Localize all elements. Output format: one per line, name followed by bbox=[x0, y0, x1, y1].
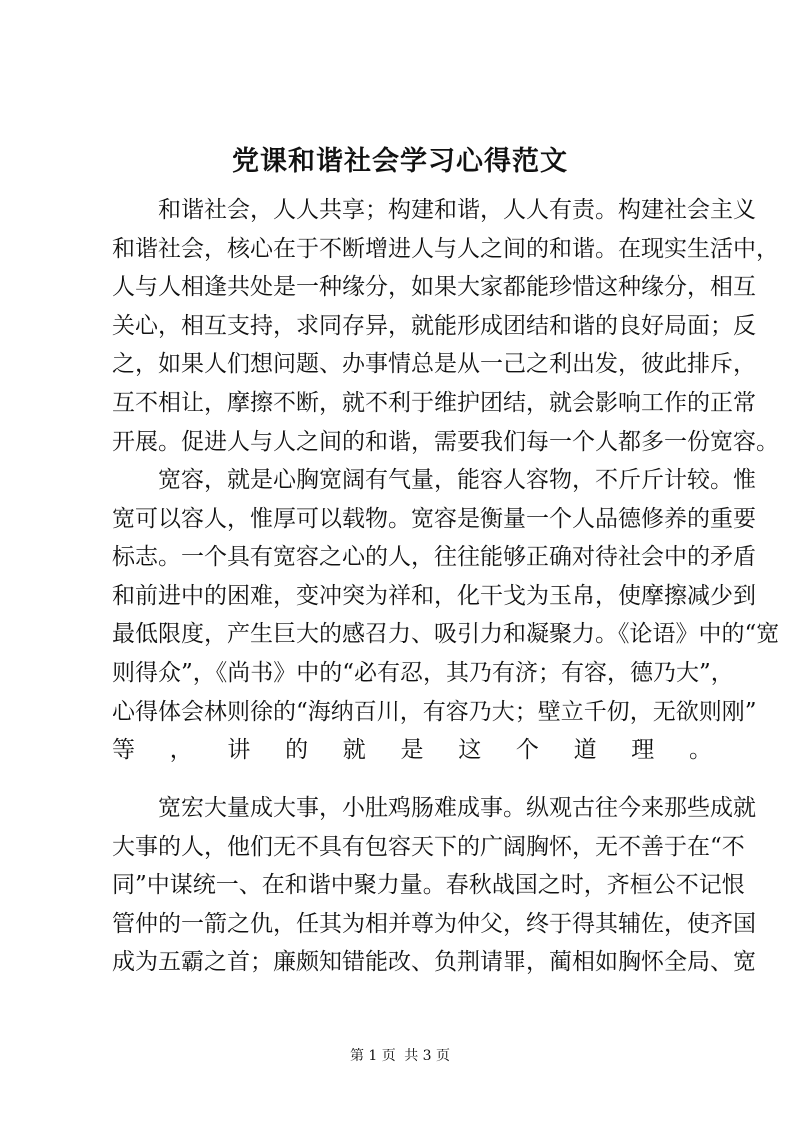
paragraph-line: 最低限度，产生巨大的感召力、吸引力和凝聚力。《论语》中的“宽 bbox=[112, 621, 780, 648]
paragraph-line: 开展。促进人与人之间的和谐，需要我们每一个人都多一份宽容。 bbox=[112, 428, 779, 455]
paragraph-line: 和前进中的困难，变冲突为祥和，化干戈为玉帛，使摩擦减少到 bbox=[112, 582, 756, 609]
paragraph-line: 则得众”，《尚书》中的“必有忍，其乃有济；有容，德乃大”， bbox=[112, 659, 734, 686]
paragraph-line: 等，讲的就是这个道理。 bbox=[112, 737, 712, 764]
paragraph-line: 同”中谋统一、在和谐中聚力量。春秋战国之时，齐桓公不记恨 bbox=[112, 872, 745, 899]
paragraph-line: 之，如果人们想问题、办事情总是从一己之利出发，彼此排斥， bbox=[112, 351, 756, 378]
paragraph-line: 心得体会林则徐的“海纳百川，有容乃大；壁立千仞，无欲则刚” bbox=[112, 698, 757, 725]
paragraph-line: 关心，相互支持，求同存异，就能形成团结和谐的良好局面；反 bbox=[112, 312, 756, 339]
paragraph-line: 大事的人，他们无不具有包容天下的广阔胸怀，无不善于在“不 bbox=[112, 833, 745, 860]
paragraph-3 bbox=[112, 789, 756, 982]
paragraph-line: 标志。一个具有宽容之心的人，往往能够正确对待社会中的矛盾 bbox=[112, 544, 756, 571]
paragraph-line: 互不相让，摩擦不断，就不利于维护团结，就会影响工作的正常 bbox=[112, 389, 756, 416]
page-total: 共 3 页 bbox=[404, 1048, 451, 1064]
document-title: 党课和谐社会学习心得范文 bbox=[232, 146, 568, 177]
paragraph-line: 人与人相逢共处是一种缘分，如果大家都能珍惜这种缘分，相互 bbox=[112, 274, 756, 301]
paragraph-line: 宽宏大量成大事，小肚鸡肠难成事。纵观古往今来那些成就 bbox=[158, 795, 756, 821]
paragraph-1 bbox=[112, 191, 779, 461]
paragraph-line: 成为五霸之首；廉颇知错能改、负荆请罪，蔺相如胸怀全局、宽 bbox=[112, 949, 756, 976]
page-number: 第 1 页 bbox=[349, 1048, 396, 1064]
paragraph-line: 管仲的一箭之仇，任其为相并尊为仲父，终于得其辅佐，使齐国 bbox=[112, 910, 756, 937]
paragraph-line: 宽可以容人，惟厚可以载物。宽容是衡量一个人品德修养的重要 bbox=[112, 505, 756, 532]
paragraph-line: 和谐社会，核心在于不断增进人与人之间的和谐。在现实生活中， bbox=[112, 235, 779, 262]
paragraph-line: 宽容，就是心胸宽阔有气量，能容人容物，不斤斤计较。惟 bbox=[158, 467, 756, 493]
paragraph-line: 和谐社会，人人共享；构建和谐，人人有责。构建社会主义 bbox=[158, 197, 756, 223]
page-footer bbox=[0, 1046, 800, 1066]
